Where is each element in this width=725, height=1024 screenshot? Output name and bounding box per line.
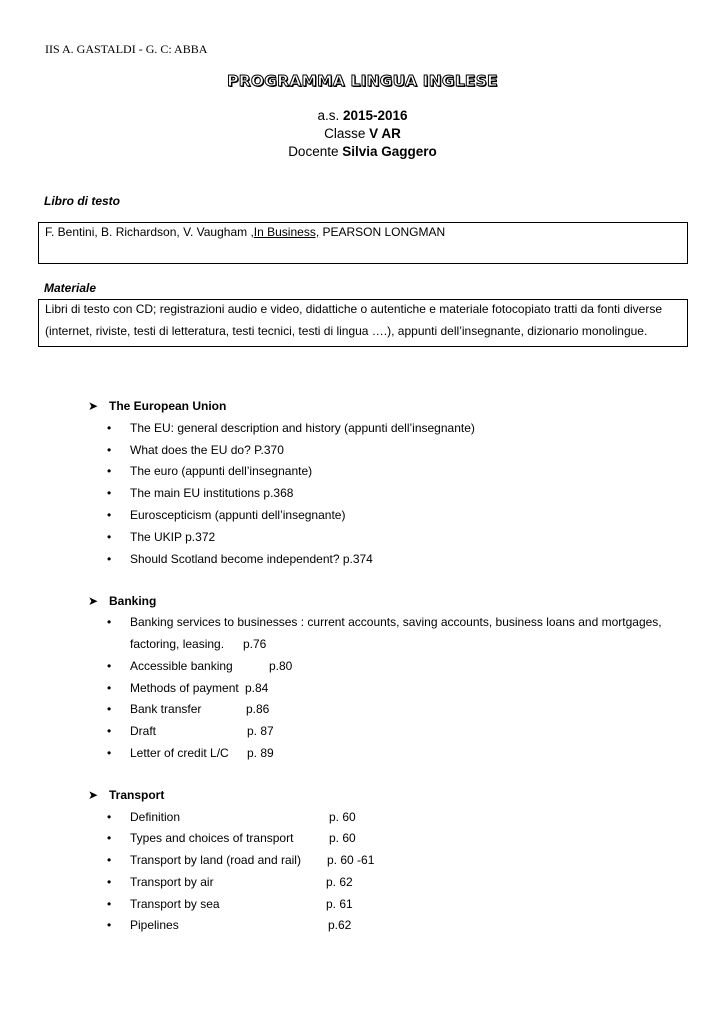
item-page: p. 89 [247,746,274,760]
topic-title: Banking [109,594,157,608]
bullet-icon: • [107,615,112,629]
textbook-authors: F. Bentini, B. Richardson, V. Vaugham , [45,225,254,239]
item-text: Euroscepticism (appunti dell’insegnante) [130,508,346,522]
arrow-right-icon: ➤ [88,399,99,413]
item-text: Pipelines [130,918,179,932]
class-info [0,126,725,141]
item-text: The EU: general description and history (appunti dell’insegnante) [130,421,475,435]
textbook-publisher: PEARSON LONGMAN [319,225,446,239]
bullet-icon: • [107,702,112,716]
topic-heading [88,594,156,608]
topic-heading [88,788,164,802]
item-page: p. 62 [326,875,353,889]
textbook-line [45,225,445,239]
school-year-value: 2015-2016 [342,108,408,123]
bullet-icon: • [107,421,112,435]
topic-title: Transport [109,788,165,802]
item-text: The UKIP p.372 [130,530,216,544]
bullet-icon: • [107,853,112,867]
materials-line-1: Libri di testo con CD; registrazioni audio e video, didattiche o autentiche e materiale fotocopiato tratti da fonti diverse [45,302,663,316]
topic-title: The European Union [109,399,227,413]
topic-heading [88,399,226,413]
class-label: Classe [324,126,366,141]
item-text: Letter of credit L/C [130,746,229,760]
bullet-icon: • [107,486,112,500]
item-text: What does the EU do? P.370 [130,443,284,457]
item-text: The main EU institutions p.368 [130,486,294,500]
bullet-icon: • [107,508,112,522]
item-text: Bank transfer [130,702,202,716]
item-page: p. 60 [329,810,356,824]
bullet-icon: • [107,464,112,478]
textbook-box [38,222,688,264]
bullet-icon: • [107,875,112,889]
item-page: p.86 [246,702,270,716]
arrow-right-icon: ➤ [88,788,99,802]
item-text: Banking services to businesses : current accounts, saving accounts, business loans and mortgages, [130,615,662,629]
bullet-icon: • [107,659,112,673]
school-header: IIS A. GASTALDI - G. C: ABBA [45,42,208,56]
page-title-text: PROGRAMMA LINGUA INGLESE [227,72,498,90]
item-page: p. 87 [247,724,274,738]
item-text: Types and choices of transport [130,831,294,845]
school-year-label: a.s. [317,108,340,123]
item-text: Draft [130,724,157,738]
bullet-icon: • [107,897,112,911]
item-page: p. 60 -61 [327,853,375,867]
materials-box [38,299,688,347]
item-text-continued: factoring, leasing. [130,637,225,651]
bullet-icon: • [107,681,112,695]
bullet-icon: • [107,746,112,760]
page-title [0,72,725,91]
textbook-title: In Business, [253,225,320,239]
bullet-icon: • [107,443,112,457]
item-text: Accessible banking [130,659,233,673]
item-page: p.80 [269,659,293,673]
item-text: Definition [130,810,181,824]
item-page: p. 61 [326,897,353,911]
class-value: V AR [369,126,401,141]
teacher-label: Docente [288,144,339,159]
bullet-icon: • [107,918,112,932]
item-page: p.84 [245,681,269,695]
item-page: p.76 [243,637,267,651]
list-item-continuation [130,637,267,651]
item-text: Transport by sea [130,897,220,911]
bullet-icon: • [107,810,112,824]
arrow-right-icon: ➤ [88,594,99,608]
item-page: p. 60 [329,831,356,845]
materials-line-2: (internet, riviste, testi di letteratura, testi tecnici, testi di lingua ….), appunti dell’insegnante, dizionario monolingue. [45,324,648,338]
textbook-label: Libro di testo [44,194,120,208]
materials-label: Materiale [44,281,97,295]
bullet-icon: • [107,724,112,738]
item-text: Methods of payment [130,681,239,695]
item-page: p.62 [328,918,352,932]
bullet-icon: • [107,552,112,566]
teacher-info [0,144,725,159]
item-text: The euro (appunti dell’insegnante) [130,464,313,478]
item-text: Should Scotland become independent? p.374 [130,552,373,566]
bullet-icon: • [107,530,112,544]
school-year [0,108,725,123]
item-text: Transport by land (road and rail) [130,853,301,867]
bullet-icon: • [107,831,112,845]
item-text: Transport by air [130,875,214,889]
teacher-value: Silvia Gaggero [342,144,437,159]
